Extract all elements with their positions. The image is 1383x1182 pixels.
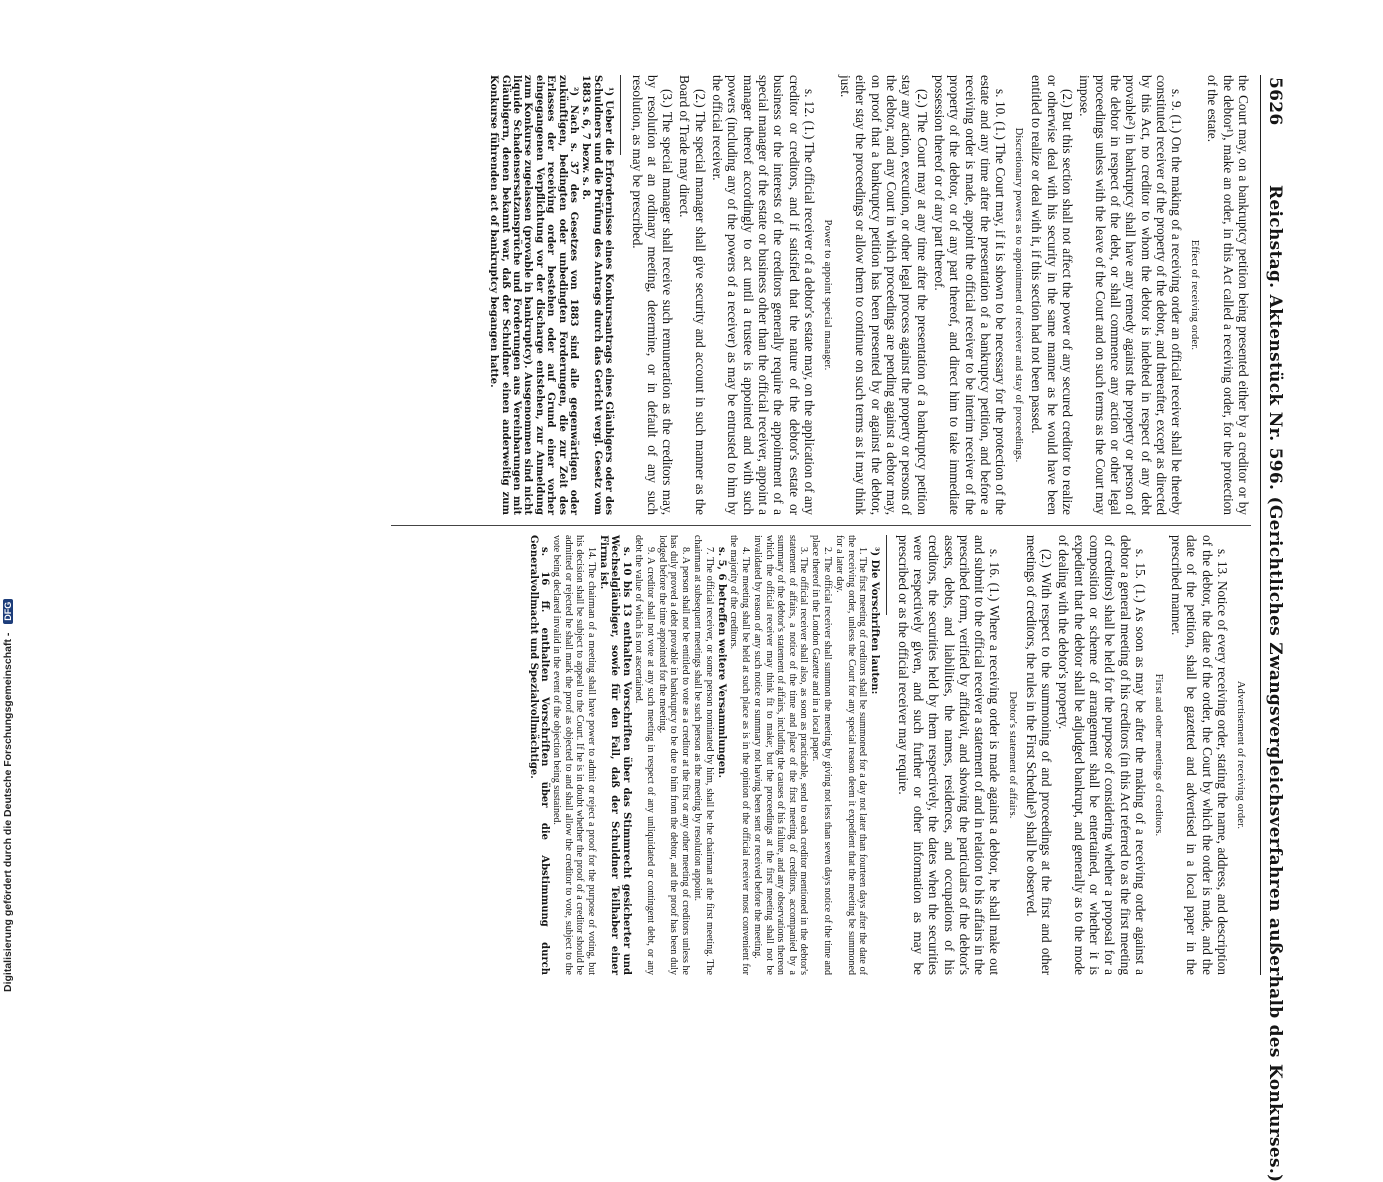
document-page	[45, 75, 1285, 1182]
rule-9: 9. A creditor shall not vote at any such meeting in respect of any unliquidated or contingent debt, or any debt the value of which is not ascertained.	[633, 535, 656, 975]
footnotes-left	[488, 75, 614, 515]
rule-7: 7. The official receiver, or some person nominated by him, shall be the chairman at the first meeting. The chairman at subsequent meetings shall be such person as the meeting by resolution appoint.	[692, 535, 715, 975]
paragraph-s9-1: s. 9. (1.) On the making of a receiving order an official receiver shall be thereby constituted receiver of the property of the debtor, and thereafter, except as directed by this Act, no creditor to whom the debtor is indebted in respect of any debt provable²) in bankruptcy shall have any remedy against the property or person of the debtor in respect of the debt, or shall commence any action or other legal proceedings unless with the leave of the Court and on such terms as the Court may impose.	[1077, 75, 1185, 515]
page-number: 5626	[1265, 77, 1285, 126]
footnote-divider-right	[886, 535, 887, 615]
rotated-page-content	[45, 75, 1285, 1182]
marginal-heading-advertisement: Advertisement of receiving order.	[1235, 680, 1246, 830]
rule-8: 8. A person shall not be entitled to vote as a creditor at the first or any other meeting of creditors unless he has duly proved a debt provable in bankruptcy to be due to him from the debtor, and the proof has been duly lodged before the time appointed for the meeting.	[657, 535, 691, 975]
rule-10-13: s. 10 bis 13 enthalten Vorschriften über das Stimmrecht gesicherter und Wechselgläubiger, sowie für den Fall, daß der Schuldner Teilhaber einer Firma ist.	[598, 535, 632, 975]
right-column	[526, 535, 1251, 975]
marginal-heading-special-manager: Power to appoint special manager.	[821, 219, 833, 371]
paragraph-s9-2: (2.) But this section shall not affect the power of any secured creditor to realize or otherwise deal with his security in the same manner as he would have been entitled to realize or deal with it, if this section had not been passed.	[1029, 75, 1076, 515]
paragraph-intro: the Court may, on a bankruptcy petition being presented either by a creditor or by the debtor¹), make an order, in this Act called a receiving order, for the protection of the estate.	[1205, 75, 1251, 515]
page-header	[1260, 75, 1285, 1182]
paragraph-s15-2: (2.) With respect to the summoning of and proceedings at the first and other meetings of creditors, the rules in the First Schedule³) shall be observed.	[1023, 535, 1055, 975]
credit-text: Digitalisierung gefördert durch die Deutsche Forschungsgemeinschaft -	[2, 632, 14, 992]
paragraph-s13: s. 13. Notice of every receiving order, stating the name, address, and description of the debtor, the date of the order, the Court by which the order is made, and the date of the petition, shall be gazetted and advertised in a local paper in the prescribed manner.	[1169, 535, 1230, 975]
rule-14: 14. The chairman of a meeting shall have power to admit or reject a proof for the purpose of voting, but his decision shall be subject to appeal to the Court. If he is in doubt whether the proof of a creditor should be admitted or rejected he shall mark the proof as objected to and shall allow the creditor to vote, subject to the vote being declared invalid in the event of the objection being sustained.	[551, 535, 597, 975]
rule-1: 1. The first meeting of creditors shall be summoned for a day not later than fourteen days after the date of the receiving order, unless the Court for any special reason deem it expedient that the meeting be summoned for a later day.	[834, 535, 868, 975]
footnote-3-intro: ³) Die Vorschriften lauten:	[869, 547, 881, 695]
paragraph-s15-1: s. 15. (1.) As soon as may be after the making of a receiving order against a debtor a general meeting of his creditors (in this Act referred to as the first meeting of creditors) shall be held for the purpose of considering whether a proposal for a composition or scheme of arrangement shall be entertained, or whether it is expedient that the debtor shall be adjudged bankrupt, and generally as to the mode of dealing with the debtor's property.	[1056, 535, 1148, 975]
column-divider	[391, 525, 1251, 526]
dfg-logo: DFG	[3, 599, 13, 624]
rule-2: 2. The official receiver shall summon the meeting by giving not less than seven days notice of the time and place thereof in the London Gazette and in a local paper.	[810, 535, 833, 975]
paragraph-s12-1: s. 12. (1.) The official receiver of a debtor's estate may, on the application of any creditor or creditors, and if satisfied that the nature of the debtor's estate or business or the interests of the creditors generally require the appointment of a special manager of the estate or business other than the official receiver, appoint a manager thereof accordingly to act until a trustee is appointed and with such powers (including any of the powers of a receiver) as may be entrusted to him by the official receiver.	[710, 75, 817, 515]
footnote-2: ²) Nach s. 37 des Gesetzes von 1883 sind alle gegenwärtigen oder zukünftigen, bedingten oder unbedingten Forderungen, die zur Zeit des Erlasses der receiving order bestehen oder auf Grund einer vorher eingegangenen Verpflichtung vor der discharge entstehen, zur Anmeldung zum Konkurse zugelassen (provable in bankruptcy). Ausgenommen sind nicht liquide Schadensersatzansprüche und Forderungen aus Vereinbarungen mit Gläubigern, denen bekannt war, daß der Schuldner einen anderweitig zum Konkurse führenden act of bankruptcy begangen hatte.	[488, 75, 580, 515]
marginal-heading-discretionary: Discretionary powers as to appointment of receiver and stay of proceedings.	[1013, 127, 1025, 463]
digitization-credit	[2, 2, 18, 992]
paragraph-s16-1: s. 16. (1.) Where a receiving order is made against a debtor, he shall make out and submit to the official receiver a statement of and in relation to his affairs in the prescribed form, verified by affidavit, and showing the particulars of the debtor's assets, debts, and liabilities, the names, residences, and occupations of his creditors, the securities held by them respectively, the dates when the securities were respectively given, and such further or other information as may be prescribed or as the official receiver may require.	[895, 535, 1003, 975]
footnote-divider	[620, 75, 621, 155]
footnote-1: ¹) Ueber die Erfordernisse eines Konkursantrags eines Gläubigers oder des Schuldners und die Prüfung des Antrags durch das Gericht vergl. Gesetz vom 1883 s. 6, 7 bezw. s. 8.	[580, 75, 615, 515]
paragraph-s10-1: s. 10. (1.) The Court may, if it is shown to be necessary for the protection of the estate and any time after the presentation of a bankruptcy petition, and before a receiving order is made, appoint the official receiver to be interim receiver of the property of the debtor, or of any part thereof, and direct him to take immediate possession thereof or of any part thereof.	[931, 75, 1009, 515]
paragraph-s10-2: (2.) The Court may at any time after the presentation of a bankruptcy petition stay any action, execution, or other legal process against the property or persons of the debtor, and any Court in which proceedings are pending against a debtor may, on proof that a bankruptcy petition has been presented by or against the debtor, either stay the proceedings or allow them to continue on such terms as it may think just.	[838, 75, 930, 515]
page-title: Reichstag. Aktenstück Nr. 596. (Gerichtliches Zwangsvergleichsverfahren außerhalb des Konkurses.)	[1265, 185, 1285, 1182]
rule-3: 3. The official receiver shall also, as soon as practicable, send to each creditor mentioned in the debtor's statement of affairs, a notice of the time and place of the first meeting of creditors, accompanied by a summary of the debtor's statement of affairs, including the causes of his failure, and any observations thereon which the official receiver may think fit to make; but the proceedings at the first meeting shall not be invalidated by reason of any such notice or summary not having been sent or received before the meeting.	[752, 535, 809, 975]
rule-5-6: s. 5, 6 betreffen weitere Versammlungen.	[716, 547, 728, 778]
marginal-heading-statement: Debtor's statement of affairs.	[1007, 691, 1019, 819]
marginal-heading-effect: Effect of receiving order.	[1189, 239, 1201, 351]
rule-4: 4. The meeting shall be held at such place as is in the opinion of the official receiver most convenient for the majority of the creditors.	[728, 535, 751, 975]
marginal-heading-meetings: First and other meetings of creditors.	[1152, 673, 1164, 837]
left-column	[487, 75, 1251, 515]
digitization-credit-strip	[2, 2, 18, 992]
paragraph-s12-2: (2.) The special manager shall give security and account in such manner as the Board of Trade may direct.	[677, 75, 708, 515]
footnotes-right	[527, 535, 880, 975]
paragraph-s12-3: (3.) The special manager shall receive such remuneration as the creditors may, by resolution at an ordinary meeting, determine, or in default of any such resolution, as may be prescribed.	[629, 75, 676, 515]
rule-16: s. 16 ff. enthalten Vorschriften über die Abstimmung durch Generalvollmacht und Spezialvollmächtige.	[527, 535, 550, 975]
